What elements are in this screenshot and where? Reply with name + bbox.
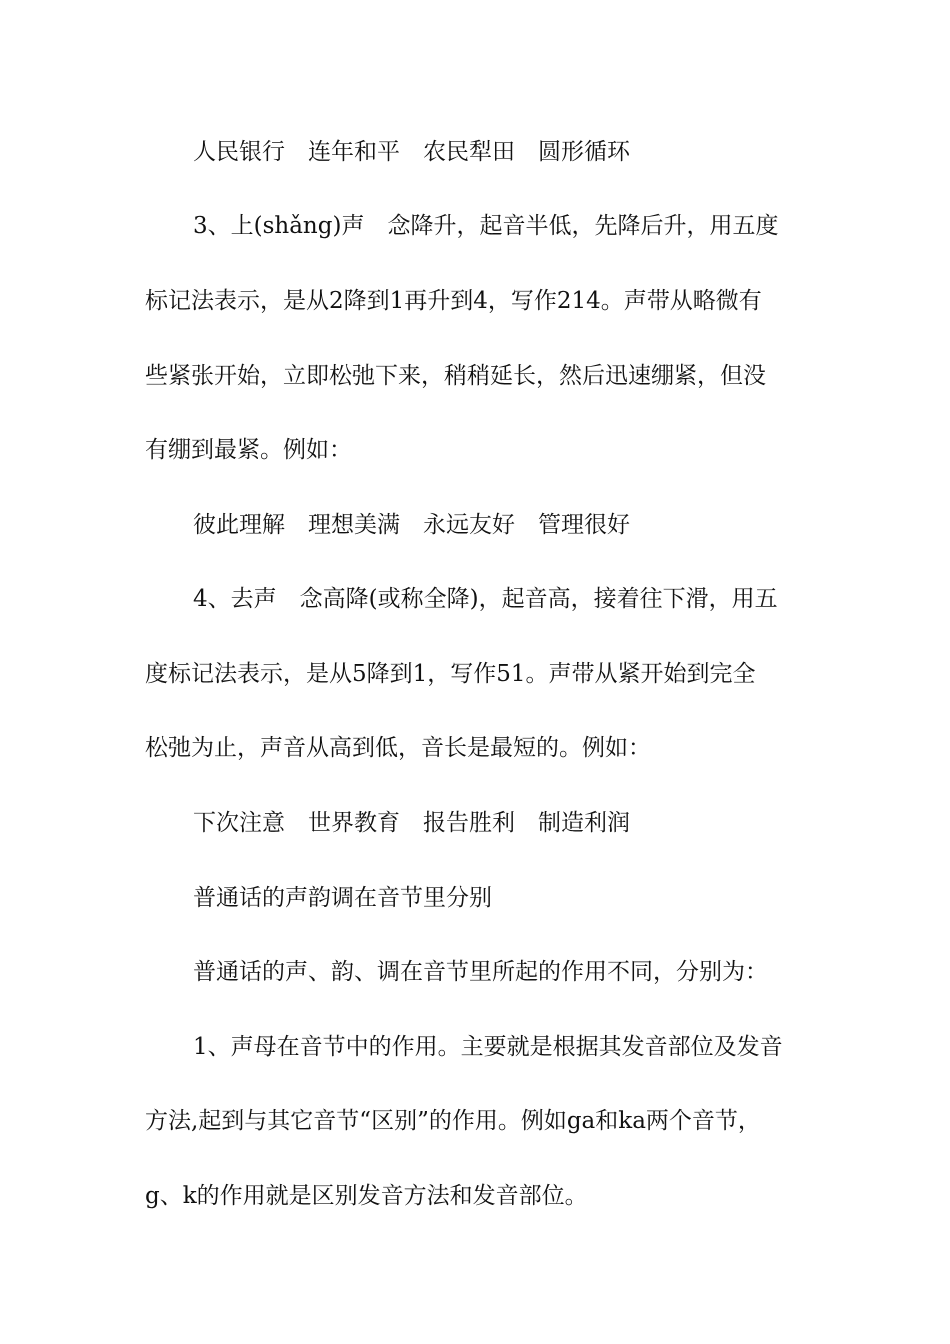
tone-4-heading-line: 4、去声 念高降(或称全降)，起音高，接着往下滑，用五 [193, 586, 778, 612]
point-1-line-3: g、k的作用就是区别发音方法和发音部位。 [145, 1183, 588, 1209]
example-words-tone-2: 人民银行 连年和平 农民犁田 圆形循环 [193, 139, 630, 165]
example-words-tone-4: 下次注意 世界教育 报告胜利 制造利润 [193, 810, 630, 836]
tone-4-text-line-3: 松弛为止，声音从高到低，音长是最短的。例如： [145, 735, 651, 761]
section-heading: 普通话的声韵调在音节里分别 [193, 885, 492, 911]
tone-3-text-line-4: 有绷到最紧。例如： [145, 437, 352, 463]
example-words-tone-3: 彼此理解 理想美满 永远友好 管理很好 [193, 512, 630, 538]
point-1-line-2: 方法,起到与其它音节“区别”的作用。例如ga和ka两个音节， [145, 1108, 761, 1134]
tone-4-text-line-2: 度标记法表示，是从5降到1，写作51。声带从紧开始到完全 [145, 661, 756, 687]
point-1-line-1: 1、声母在音节中的作用。主要就是根据其发音部位及发音 [193, 1034, 783, 1060]
tone-3-heading-line: 3、上(shǎng)声 念降升，起音半低，先降后升，用五度 [193, 213, 779, 239]
tone-3-text-line-3: 些紧张开始，立即松弛下来，稍稍延长，然后迅速绷紧，但没 [145, 363, 766, 389]
section-intro: 普通话的声、韵、调在音节里所起的作用不同，分别为： [193, 959, 768, 985]
tone-3-text-line-2: 标记法表示，是从2降到1再升到4，写作214。声带从略微有 [145, 288, 762, 314]
